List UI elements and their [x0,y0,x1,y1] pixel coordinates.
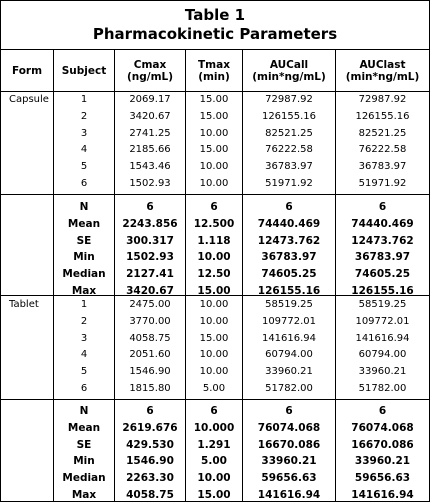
data-cell-tmax: 10.00 [199,315,229,327]
header-cmax-line2: (ng/mL) [126,71,174,83]
table-title [1,1,429,50]
data-cell-subject: 4 [80,144,88,156]
stat-cell-cmax: 4058.75 [126,489,174,501]
stat-cell-auclast: 74440.469 [351,217,414,230]
header-auclast-line2: (min*ng/mL) [345,71,420,83]
data-cell-tmax: 10.00 [199,178,229,189]
data-cell-aucall: 60794.00 [265,349,313,361]
stat-cell-tmax: 6 [210,405,218,417]
header-tmax [186,50,242,92]
data-cell-aucall: 76222.58 [265,144,313,156]
header-auclast-line1: AUClast [359,59,406,71]
stat-cell-subject: Max [71,285,97,297]
stat-cell-cmax: 3420.67 [126,285,174,297]
data-cell-auclast: 51782.00 [358,383,407,394]
header-tmax-line2: (min) [198,71,230,83]
stat-cell-tmax: 12.50 [197,268,231,281]
data-cell-auclast: 141616.94 [355,332,410,344]
stat-cell-auclast: 126155.16 [351,285,414,297]
header-aucall-line1: AUCall [269,59,309,71]
data-cell-cmax: 1502.93 [129,178,171,189]
header-form-label: Form [11,65,43,77]
stat-cell-cmax: 2127.41 [126,268,174,281]
stat-cell-tmax: 15.00 [197,489,231,501]
stat-cell-cmax: 2263.30 [126,472,174,485]
stat-cell-subject: Mean [67,421,101,434]
stat-cell-subject: Median [62,268,106,281]
data-cell-auclast: 36783.97 [358,161,407,173]
stat-cell-aucall: 6 [285,201,293,213]
data-cell-aucall: 36783.97 [265,161,313,173]
title-line-1: Table 1 [184,6,246,24]
stat-cell-tmax: 10.00 [197,472,231,485]
stat-cell-subject: Min [73,251,95,264]
form-label: Capsule [9,94,49,105]
stat-cell-subject: SE [76,438,92,451]
stat-cell-auclast: 33960.21 [354,455,411,468]
stat-cell-cmax: 6 [146,405,154,417]
stat-cell-aucall: 59656.63 [261,472,317,485]
data-cell-subject: 1 [80,299,88,310]
stat-cell-subject: Mean [67,217,101,230]
data-cell-aucall: 72987.92 [265,94,313,105]
data-cell-auclast: 72987.92 [358,94,407,105]
stat-cell-aucall: 74440.469 [257,217,321,230]
data-cell-aucall: 141616.94 [261,332,317,344]
stat-cell-aucall: 36783.97 [261,251,317,264]
data-cell-subject: 4 [80,349,88,361]
data-cell-subject: 6 [80,178,88,189]
form-label: Tablet [9,299,39,310]
data-cell-cmax: 3420.67 [129,110,171,122]
data-cell-auclast: 126155.16 [355,110,410,122]
data-cell-cmax: 2051.60 [129,349,171,361]
stat-cell-tmax: 12.500 [193,217,235,230]
data-cell-tmax: 10.00 [199,299,229,310]
data-cell-auclast: 33960.21 [358,366,407,378]
stat-cell-auclast: 74605.25 [354,268,411,281]
stat-cell-tmax: 1.291 [197,438,231,451]
grid-hline [1,194,429,195]
stat-cell-tmax: 5.00 [201,455,227,468]
data-cell-tmax: 10.00 [199,366,229,378]
data-cell-subject: 3 [80,332,88,344]
data-cell-subject: 5 [80,161,88,173]
stat-cell-cmax: 6 [146,201,154,213]
stat-cell-tmax: 6 [210,201,218,213]
stat-cell-aucall: 33960.21 [261,455,317,468]
data-cell-cmax: 2475.00 [129,299,171,310]
data-cell-cmax: 3770.00 [129,315,171,327]
data-cell-auclast: 58519.25 [358,299,407,310]
data-cell-cmax: 2185.66 [129,144,171,156]
header-auclast [336,50,429,92]
stat-cell-aucall: 74605.25 [261,268,317,281]
header-cmax-line1: Cmax [133,59,167,71]
data-cell-cmax: 1815.80 [129,383,171,394]
stat-cell-cmax: 1546.90 [126,455,174,468]
data-cell-tmax: 10.00 [199,349,229,361]
stat-cell-aucall: 16670.086 [257,438,321,451]
stat-cell-subject: SE [76,234,92,247]
title-line-2: Pharmacokinetic Parameters [92,25,338,43]
stat-cell-aucall: 76074.068 [257,421,321,434]
data-cell-subject: 3 [80,127,88,139]
data-cell-subject: 1 [80,94,88,105]
grid-hline [1,399,429,400]
stat-cell-tmax: 10.000 [193,421,235,434]
data-cell-aucall: 51971.92 [265,178,313,189]
data-cell-tmax: 15.00 [199,332,229,344]
data-cell-auclast: 76222.58 [358,144,407,156]
stat-cell-auclast: 12473.762 [351,234,414,247]
header-tmax-line1: Tmax [198,59,230,71]
stat-cell-auclast: 59656.63 [354,472,411,485]
stat-cell-cmax: 2619.676 [122,421,178,434]
stat-cell-subject: Min [73,455,95,468]
stat-cell-subject: N [79,201,89,213]
data-cell-tmax: 10.00 [199,127,229,139]
header-form [1,50,53,92]
data-cell-auclast: 82521.25 [358,127,407,139]
stat-cell-auclast: 6 [378,201,387,213]
data-cell-aucall: 58519.25 [265,299,313,310]
data-cell-tmax: 15.00 [199,110,229,122]
stat-cell-aucall: 6 [285,405,293,417]
stat-cell-subject: Max [71,489,97,501]
stat-cell-cmax: 429.530 [126,438,174,451]
data-cell-aucall: 51782.00 [265,383,313,394]
data-cell-aucall: 109772.01 [261,315,317,327]
data-cell-cmax: 2069.17 [129,94,171,105]
data-cell-auclast: 109772.01 [355,315,410,327]
stat-cell-auclast: 16670.086 [351,438,414,451]
data-cell-cmax: 4058.75 [129,332,171,344]
data-cell-tmax: 15.00 [199,94,229,105]
stat-cell-tmax: 1.118 [197,234,231,247]
stat-cell-tmax: 10.00 [197,251,231,264]
stat-cell-auclast: 36783.97 [354,251,411,264]
data-cell-auclast: 60794.00 [358,349,407,361]
data-cell-cmax: 2741.25 [129,127,171,139]
header-cmax [115,50,185,92]
stat-cell-cmax: 300.317 [126,234,174,247]
header-subject [54,50,114,92]
data-cell-cmax: 1543.46 [129,161,171,173]
stat-cell-aucall: 141616.94 [257,489,321,501]
data-cell-tmax: 5.00 [202,383,226,394]
stat-cell-cmax: 2243.856 [122,217,178,230]
stat-cell-aucall: 126155.16 [257,285,321,297]
stat-cell-subject: N [79,405,89,417]
stat-cell-auclast: 141616.94 [351,489,414,501]
data-cell-subject: 2 [80,315,88,327]
data-cell-aucall: 82521.25 [265,127,313,139]
stat-cell-tmax: 15.00 [197,285,231,297]
data-cell-aucall: 126155.16 [261,110,317,122]
data-cell-subject: 6 [80,383,88,394]
data-cell-tmax: 15.00 [199,144,229,156]
data-cell-tmax: 10.00 [199,161,229,173]
stat-cell-auclast: 76074.068 [351,421,414,434]
data-cell-cmax: 1546.90 [129,366,171,378]
stat-cell-auclast: 6 [378,405,387,417]
header-aucall-line2: (min*ng/mL) [252,71,326,83]
stat-cell-subject: Median [62,472,106,485]
data-cell-aucall: 33960.21 [265,366,313,378]
stat-cell-aucall: 12473.762 [257,234,321,247]
data-cell-auclast: 51971.92 [358,178,407,189]
data-cell-subject: 2 [80,110,88,122]
stat-cell-cmax: 1502.93 [126,251,174,264]
data-cell-subject: 5 [80,366,88,378]
header-subject-label: Subject [61,65,107,77]
header-aucall [243,50,335,92]
